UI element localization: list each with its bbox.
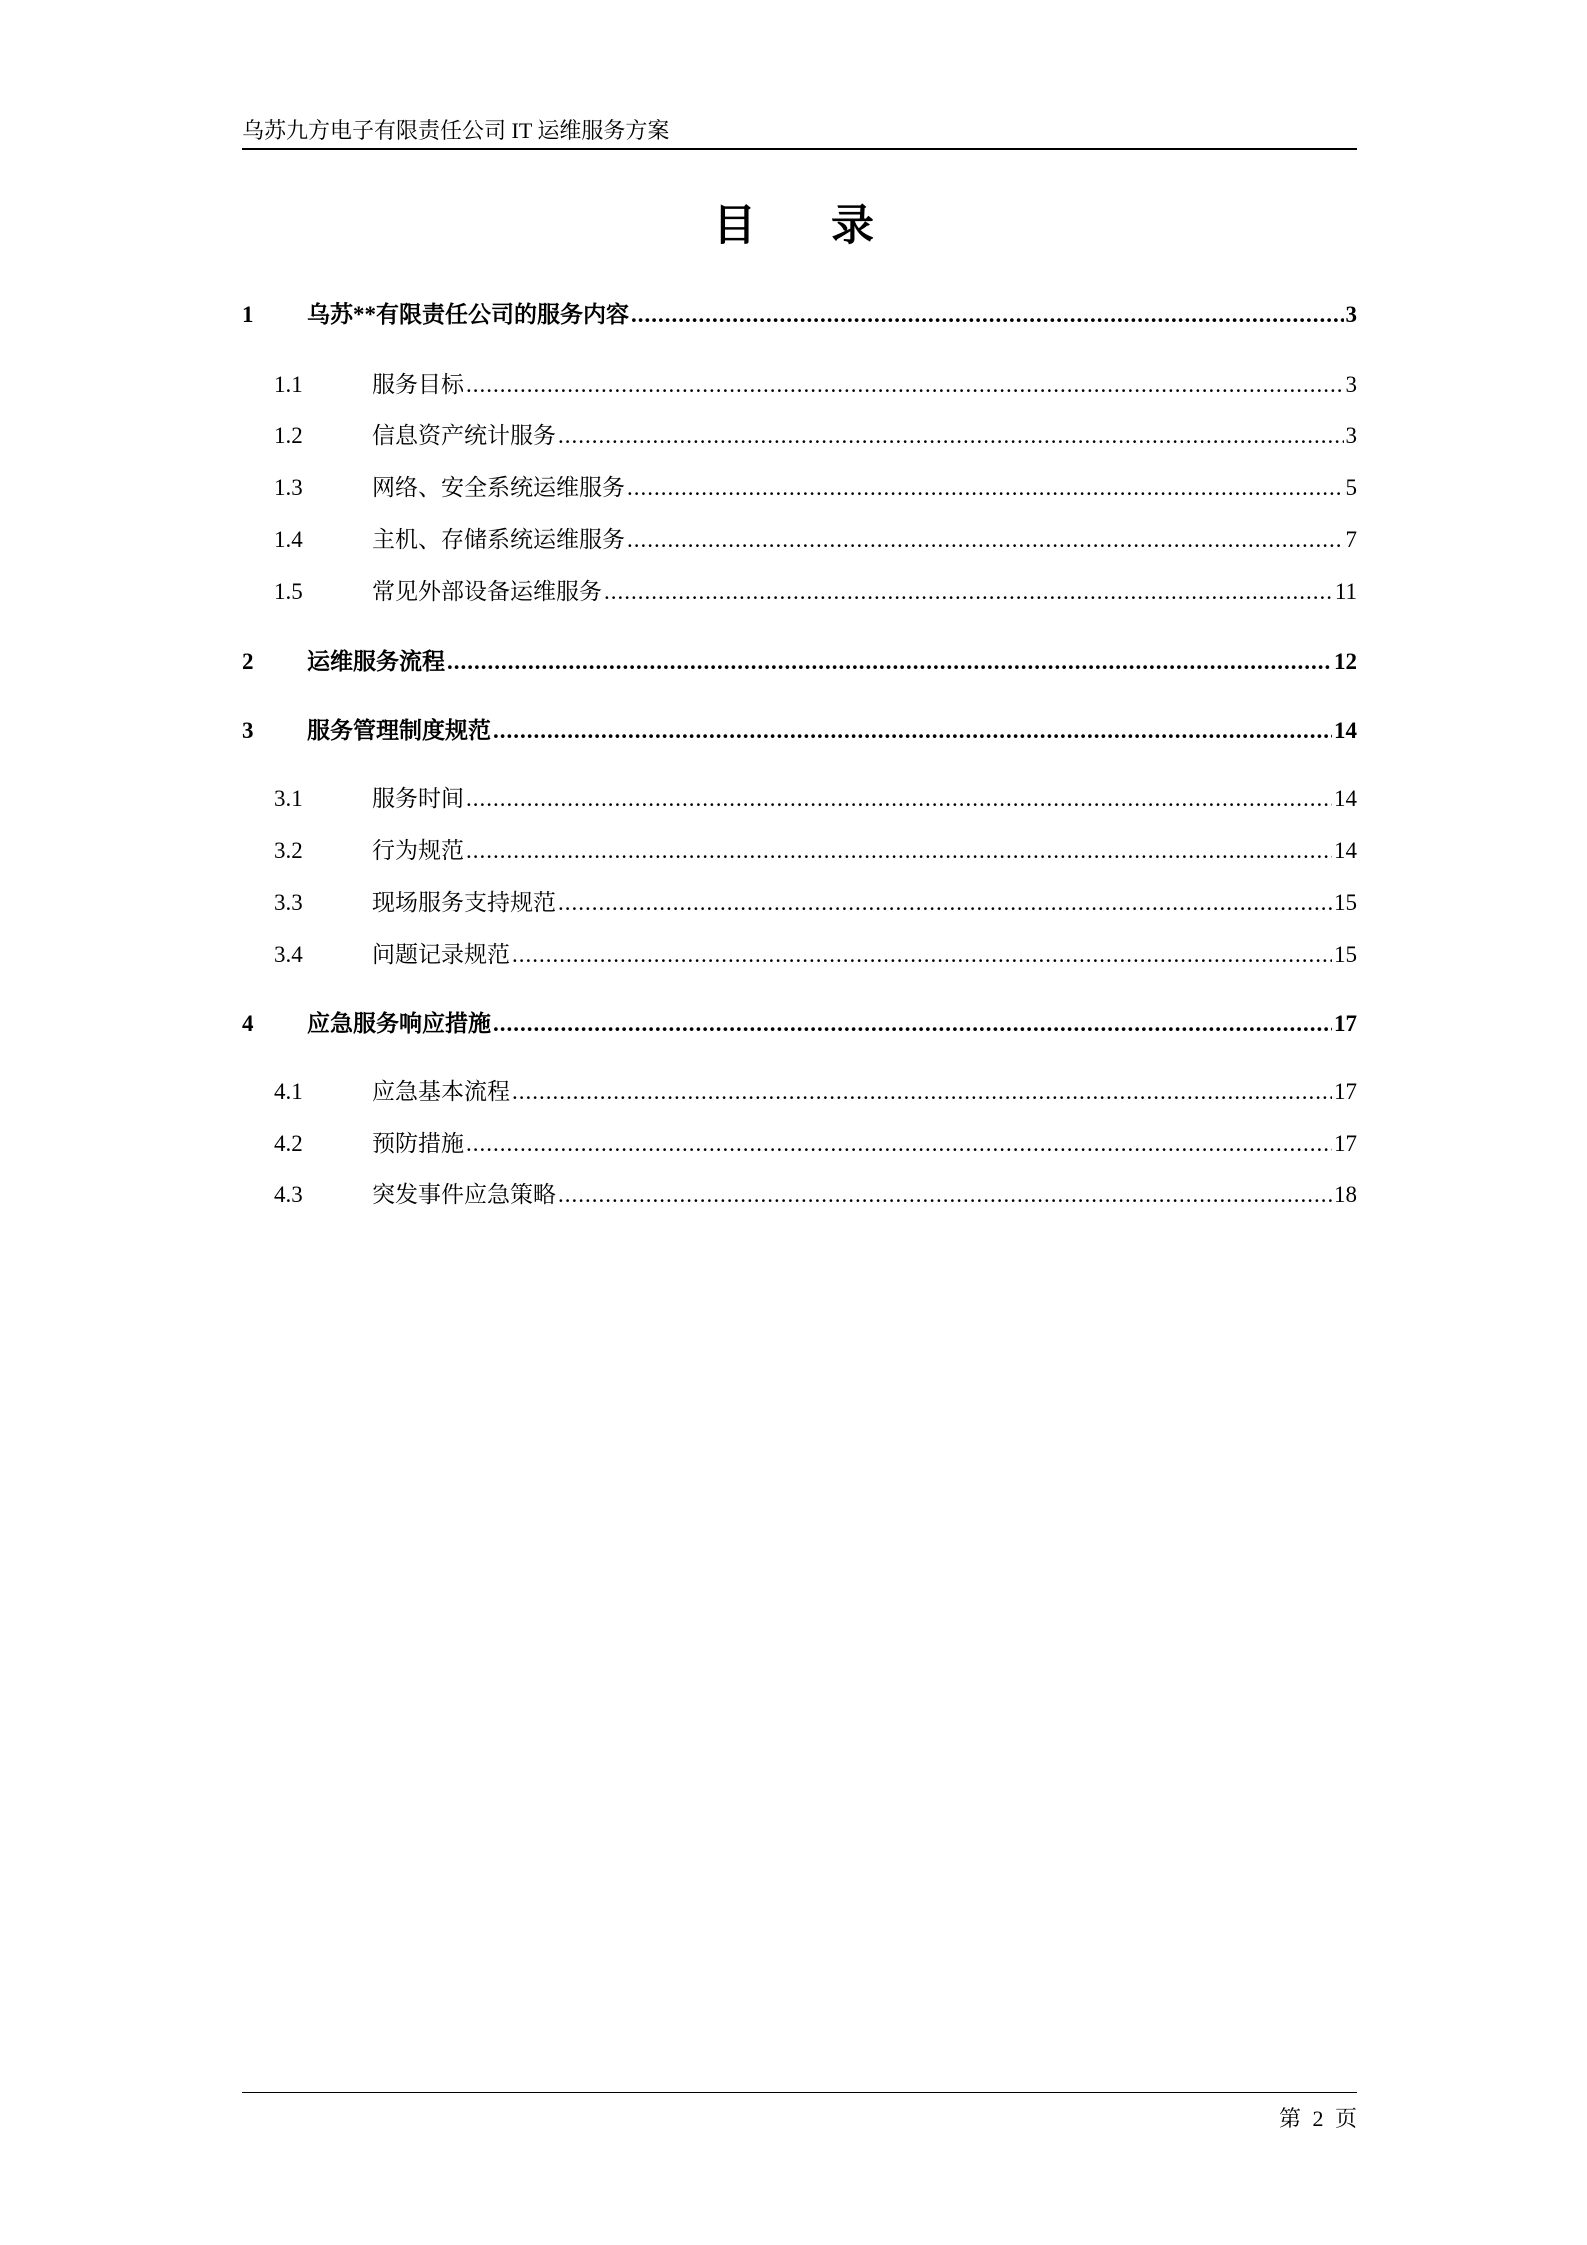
toc-entry-page: 17 — [1334, 1011, 1357, 1036]
toc-entry-number: 1.1 — [274, 372, 303, 397]
toc-entry-label: 应急服务响应措施 — [307, 1011, 491, 1036]
toc-entry[interactable] — [274, 417, 1357, 449]
toc-title: 目 录 — [713, 201, 904, 251]
toc-entry[interactable] — [274, 1073, 1357, 1105]
toc-entry-label: 应急基本流程 — [372, 1079, 510, 1104]
toc-entry-number: 3 — [242, 718, 254, 743]
toc-leader-dots — [493, 718, 1332, 744]
toc-entry-number: 4.1 — [274, 1079, 303, 1104]
header-divider — [242, 148, 1357, 150]
toc-entry-label: 行为规范 — [372, 838, 464, 863]
toc-entry[interactable] — [274, 832, 1357, 864]
toc-entry[interactable] — [242, 296, 1357, 328]
toc-entry[interactable] — [274, 1125, 1357, 1157]
toc-entry[interactable] — [274, 884, 1357, 916]
toc-entry-number: 3.4 — [274, 942, 303, 967]
toc-leader-dots — [447, 649, 1332, 675]
toc-entry-number: 3.2 — [274, 838, 303, 863]
toc-leader-dots — [604, 579, 1333, 605]
toc-entry[interactable] — [274, 521, 1357, 553]
toc-entry-label: 现场服务支持规范 — [372, 890, 556, 915]
toc-entry-label: 乌苏**有限责任公司的服务内容 — [307, 302, 629, 327]
toc-entry[interactable] — [242, 1005, 1357, 1037]
toc-leader-dots — [627, 475, 1344, 501]
toc-leader-dots — [512, 1079, 1332, 1105]
toc-leader-dots — [466, 786, 1332, 812]
toc-entry[interactable] — [274, 936, 1357, 968]
running-header: 乌苏九方电子有限责任公司 IT 运维服务方案 — [242, 118, 670, 143]
toc-entry[interactable] — [274, 780, 1357, 812]
footer-divider — [242, 2092, 1357, 2093]
toc-entry-page: 17 — [1334, 1131, 1357, 1156]
toc-entry-page: 17 — [1334, 1079, 1357, 1104]
toc-leader-dots — [558, 890, 1332, 916]
toc-entry-page: 3 — [1345, 302, 1357, 327]
toc-entry-page: 11 — [1334, 579, 1357, 604]
toc-entry-page: 12 — [1334, 649, 1357, 674]
toc-leader-dots — [627, 527, 1344, 553]
toc-entry-number: 4.2 — [274, 1131, 303, 1156]
toc-leader-dots — [466, 838, 1332, 864]
toc-leader-dots — [631, 302, 1344, 328]
toc-entry-number: 1.5 — [274, 579, 303, 604]
toc-entry-number: 4 — [242, 1011, 254, 1036]
toc-entry-label: 突发事件应急策略 — [372, 1182, 556, 1207]
toc-leader-dots — [558, 423, 1344, 449]
toc-entry-number: 1.4 — [274, 527, 303, 552]
toc-entry-number: 1 — [242, 302, 254, 327]
toc-entry[interactable] — [274, 469, 1357, 501]
toc-entry-label: 预防措施 — [372, 1131, 464, 1156]
toc-entry-page: 14 — [1334, 838, 1357, 863]
toc-entry-label: 信息资产统计服务 — [372, 423, 556, 448]
toc-entry-label: 网络、安全系统运维服务 — [372, 475, 625, 500]
toc-entry-number: 1.2 — [274, 423, 303, 448]
toc-entry-number: 1.3 — [274, 475, 303, 500]
toc-entry-number: 4.3 — [274, 1182, 303, 1207]
toc-entry-page: 18 — [1334, 1182, 1357, 1207]
toc-entry-number: 3.1 — [274, 786, 303, 811]
toc-entry-page: 3 — [1345, 423, 1357, 448]
toc-entry-page: 3 — [1345, 372, 1357, 397]
toc-entry[interactable] — [242, 712, 1357, 744]
toc-entry-page: 14 — [1334, 718, 1357, 743]
toc-entry-label: 服务管理制度规范 — [307, 718, 491, 743]
toc-entry[interactable] — [242, 643, 1357, 675]
toc-entry-label: 服务时间 — [372, 786, 464, 811]
toc-entry-number: 2 — [242, 649, 254, 674]
toc-entry-page: 15 — [1334, 890, 1357, 915]
toc-entry-number: 3.3 — [274, 890, 303, 915]
toc-entry[interactable] — [274, 573, 1357, 605]
toc-entry[interactable] — [274, 1176, 1357, 1208]
toc-leader-dots — [493, 1011, 1332, 1037]
toc-entry-label: 服务目标 — [372, 372, 464, 397]
toc-leader-dots — [558, 1182, 1332, 1208]
toc-leader-dots — [466, 372, 1344, 398]
toc-entry-page: 14 — [1334, 786, 1357, 811]
toc-entry-label: 运维服务流程 — [307, 649, 445, 674]
toc-entry-label: 问题记录规范 — [372, 942, 510, 967]
toc-entry-page: 15 — [1334, 942, 1357, 967]
toc-entry-page: 5 — [1345, 475, 1357, 500]
toc-leader-dots — [512, 942, 1332, 968]
toc-entry-label: 常见外部设备运维服务 — [372, 579, 602, 604]
toc-entry-label: 主机、存储系统运维服务 — [372, 527, 625, 552]
toc-entry[interactable] — [274, 366, 1357, 398]
page-number: 第 2 页 — [1278, 2106, 1357, 2131]
toc-leader-dots — [466, 1131, 1332, 1157]
toc-entry-page: 7 — [1345, 527, 1357, 552]
